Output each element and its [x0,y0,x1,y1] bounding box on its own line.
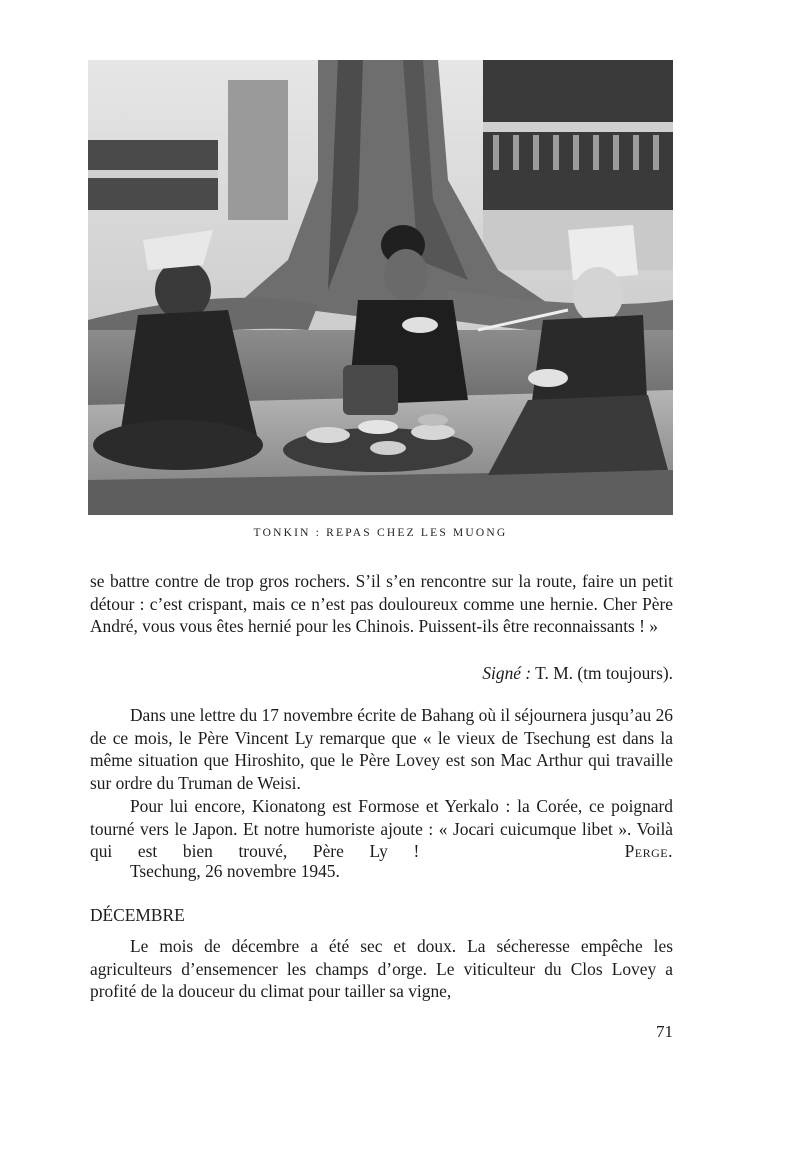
body-paragraph-1 [90,570,673,638]
body-paragraph-2 [90,704,673,795]
photograph-muong-meal [88,60,673,515]
body-paragraph-3 [90,795,673,863]
body-paragraph-4 [90,935,673,1003]
paragraph-humor-text: Pour lui encore, Kionatong est Formose et Yerkalo : la Corée, ce poignard tourné vers le Japon. Et notre humoriste ajoute : « Jocari cuicumque libet ». Voilà qui est bien trouvé, Père Ly ! [90,796,673,862]
paragraph-letter: Dans une lettre du 17 novembre écrite de Bahang où il séjournera jusqu’au 26 de ce mois, le Père Vincent Ly remarque que « le vieux de Tsechung est dans la même situation que Hiroshito, que le Père Lovey est son Mac Arthur qui travaille sur ordre du Truman de Weisi. [90,705,673,794]
dateline: Tsechung, 26 novembre 1945. [130,861,340,881]
photo-illustration [88,60,673,515]
dateline-block [90,860,673,883]
paragraph-humor-sign: Perge. [624,841,673,862]
section-heading-block [90,904,673,927]
signature-text: T. M. (tm toujours). [535,663,673,683]
paragraph-humor [90,795,673,863]
paragraph-december: Le mois de décembre a été sec et doux. La sécheresse empêche les agriculteurs d’ensemencer les champs d’orge. Le viticulteur du Clos Lovey a profité de la douceur du climat pour tailler sa vigne, [90,936,673,1002]
signature-line [90,662,673,685]
page-number: 71 [656,1022,673,1041]
figure-caption: TONKIN : REPAS CHEZ LES MUONG [253,527,508,539]
section-heading: DÉCEMBRE [90,905,185,925]
signature-label: Signé : [482,663,532,683]
paragraph-continuation: se battre contre de trop gros rochers. S’il s’en rencontre sur la route, faire un petit détour : c’est crispant, mais ce n’est pas douloureux comme une hernie. Cher Père André, vous vous êtes hernié pour les Chinois. Puissent-ils être reconnaissants ! » [90,571,673,637]
